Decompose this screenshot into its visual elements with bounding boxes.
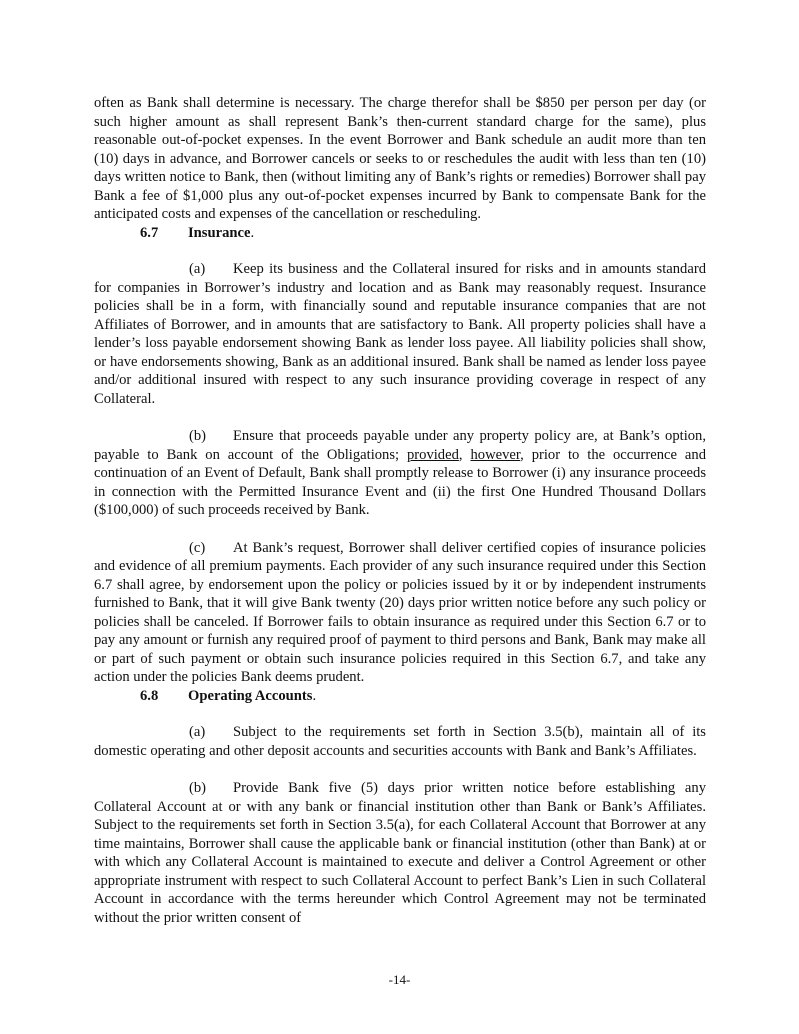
section-title-wrap	[188, 687, 316, 706]
clause-marker: (a)	[189, 261, 206, 277]
clause-text-pre: Ensure that proceeds payable under any property policy are, at Bank’s option, payable to Bank on account of the Obligations;	[94, 428, 706, 463]
however-term: however	[470, 446, 521, 463]
section-title-wrap	[188, 224, 254, 243]
section-title: Operating Accounts	[188, 687, 313, 704]
clause-text-post: , prior to the occurrence and continuation of an Event of Default, Bank shall promptly release to Borrower (i) any insurance proceeds in connection with the Permitted Insurance Event and (ii) the first One Hundred Thousand Dollars ($100,000) of such proceeds received by Bank.	[94, 446, 706, 518]
section-6-8-a	[94, 723, 706, 760]
clause-text: Keep its business and the Collateral insured for risks and in amounts standard for companies in Borrower’s industry and location and as Bank may reasonably request. Insurance policies shall be in a form, with financially sound and reputable insurance companies that are not Affiliates of Borrower, and in amounts that are satisfactory to Bank. All property policies shall have a lender’s loss payable endorsement showing Bank as lender loss payee. All liability policies shall show, or have endorsements showing, Bank as an additional insured. Bank shall be named as lender loss payee and/or additional insured with respect to any such insurance providing coverage in respect of any Collateral.	[94, 261, 706, 407]
clause-text: Subject to the requirements set forth in Section 3.5(b), maintain all of its domestic operating and other deposit accounts and securities accounts with Bank and Bank’s Affiliates.	[94, 724, 706, 759]
section-number: 6.7	[140, 224, 159, 241]
document-page	[94, 94, 706, 927]
page-number: -14-	[388, 972, 411, 987]
section-title: Insurance	[188, 224, 251, 241]
section-6-8-heading	[94, 687, 706, 706]
clause-marker: (a)	[189, 724, 206, 740]
section-title-punct: .	[250, 224, 255, 241]
section-6-8-b	[94, 779, 706, 927]
section-6-7-b	[94, 427, 706, 520]
section-6-7-heading	[94, 224, 706, 243]
section-6-7-a	[94, 260, 706, 408]
clause-marker: (b)	[189, 428, 207, 444]
provided-term: provided	[407, 446, 459, 463]
clause-marker: (c)	[189, 539, 206, 556]
section-6-7-c	[94, 539, 706, 687]
intro-paragraph: often as Bank shall determine is necessary. The charge therefor shall be $850 per person per day (or such higher amount as shall represent Bank’s then-current standard charge for the same), plus reasonable out-of-pocket expenses. In the event Borrower and Bank schedule an audit more than ten (10) days in advance, and Borrower cancels or seeks to or reschedules the audit with less than ten (10) days written notice to Bank, then (without limiting any of Bank’s rights or remedies) Borrower shall pay Bank a fee of $1,000 plus any out-of-pocket expenses incurred by Bank to compensate Bank for the anticipated costs and expenses of the cancellation or rescheduling.	[94, 95, 706, 222]
section-number: 6.8	[140, 687, 159, 704]
clause-sep: ,	[458, 446, 471, 463]
clause-text: Provide Bank five (5) days prior written notice before establishing any Collateral Account at or with any bank or financial institution other than Bank or Bank’s Affiliates. Subject to the requirements set forth in Section 3.5(a), for each Collateral Account that Borrower at any time maintains, Borrower shall cause the applicable bank or financial institution (other than Bank) at or with which any Collateral Account is maintained to execute and deliver a Control Agreement or other appropriate instrument with respect to such Collateral Account to perfect Bank’s Lien in such Collateral Account in accordance with the terms hereunder which Control Agreement may not be terminated without the prior written consent of	[94, 780, 706, 926]
section-title-punct: .	[312, 687, 317, 704]
clause-text: At Bank’s request, Borrower shall deliver certified copies of insurance policies and evidence of all premium payments. Each provider of any such insurance required under this Section 6.7 shall agree, by endorsement upon the policy or policies issued by it or by independent instruments furnished to Bank, that it will give Bank twenty (20) days prior written notice before any such policy or policies shall be canceled. If Borrower fails to obtain insurance as required under this Section 6.7 or to pay any amount or furnish any required proof of payment to third persons and Bank, Bank may make all or part of such payment or obtain such insurance policies required in this Section 6.7, and take any action under the policies Bank deems prudent.	[94, 539, 706, 685]
clause-marker: (b)	[189, 780, 207, 796]
